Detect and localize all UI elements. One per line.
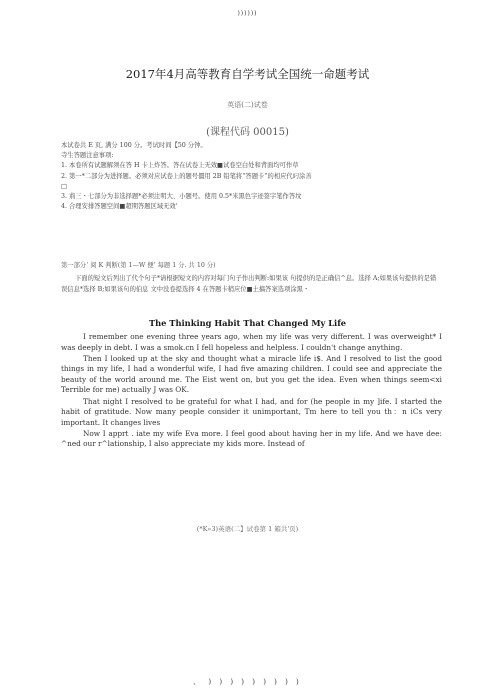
note-line: 寺生答题注意事项: bbox=[61, 152, 114, 160]
note-line: 3. 荊三・七部分为非选择题*必须注明大、小题号。使用 0.5*米黑色字迹签字笔作答坟 bbox=[61, 193, 302, 201]
footer-mark: 、 ) ) ) ) ) ) ) ) ) bbox=[193, 678, 302, 686]
note-line: 1. 本卷所有试题解须在答 H 卡上炸答。答在试卷上无效■试卷空白处和背面均可作草 bbox=[61, 162, 299, 170]
part-instructions: 下面的短文后列出了代个句子*请根据短文的内容对每门句子作出判断:如果该 句提供的是正确信^息。选择 A;如果该句提供的是错误信息*选择 B;如果该句的伯息 文中没卷提选择 4 在答题卡稍应位■土搞答案选项涂黑・ bbox=[61, 275, 437, 293]
note-line: 本试卷共 E 页, 满分 100 分。考试时间【50 分钟。 bbox=[61, 142, 207, 149]
note-line: 4. 合理安排答题空间■超期答题区域无效' bbox=[61, 203, 178, 211]
passage-title: The Thinking Habit That Changed My Life bbox=[148, 318, 347, 328]
header-mark: )))))) bbox=[237, 10, 258, 17]
passage-paragraph: Now I apprt . iate my wife Eva more. I feel good about having her in my life. And we have dee: ^ned our r^lationship, I also appreciate my kids more. Instead of bbox=[61, 428, 442, 449]
note-line: □ bbox=[61, 182, 67, 190]
passage-paragraph: Then I looked up at the sky and thought what a miracle life i$. And I resolved to list the good things in my life, I had a wonderful wife, I had five amazing children. I could see and appreciate the beauty of the world around me. The Eist went on, but you get the idea. Even when things seem<xi Terrible for me) actually J was OK. bbox=[61, 353, 442, 395]
note-line: 2. 第一*二部分为进择题。必须对应试卷上的题号僵用 2B 铅笔将“答题卡”的相应代叼涂善 bbox=[61, 172, 312, 180]
exam-title: 2017年4月高等教育自学考试全国统一命题考试 bbox=[125, 67, 370, 81]
passage-paragraph: I remember one evening three years ago, when my life was very different. I was overweight* I was deeply in debt. I was a smok.cn I fell hopeless and helpless. I couldn't change anything. bbox=[61, 332, 442, 352]
exam-notes bbox=[61, 141, 441, 212]
page-footer: (*K»3)英语(二】试卷第 1 箱共'页) bbox=[196, 525, 299, 533]
passage-paragraph: That night I resolved to be grateful for what I had, and for (he people in my ]ife. I started the habit of gratitude. Now many people consider it unimportant, Tm here to tell you th：n iCs very important. It changes lives bbox=[61, 396, 442, 427]
exam-subject: 英语(二)试卷 bbox=[227, 101, 268, 109]
part-one-header: 第一部分‘ 阅 K 判断(第 1—W 便’ 每题 1 分. 共 10 分) bbox=[61, 262, 216, 269]
reading-passage bbox=[61, 332, 442, 451]
course-code: (课程代码 00015) bbox=[206, 127, 289, 138]
